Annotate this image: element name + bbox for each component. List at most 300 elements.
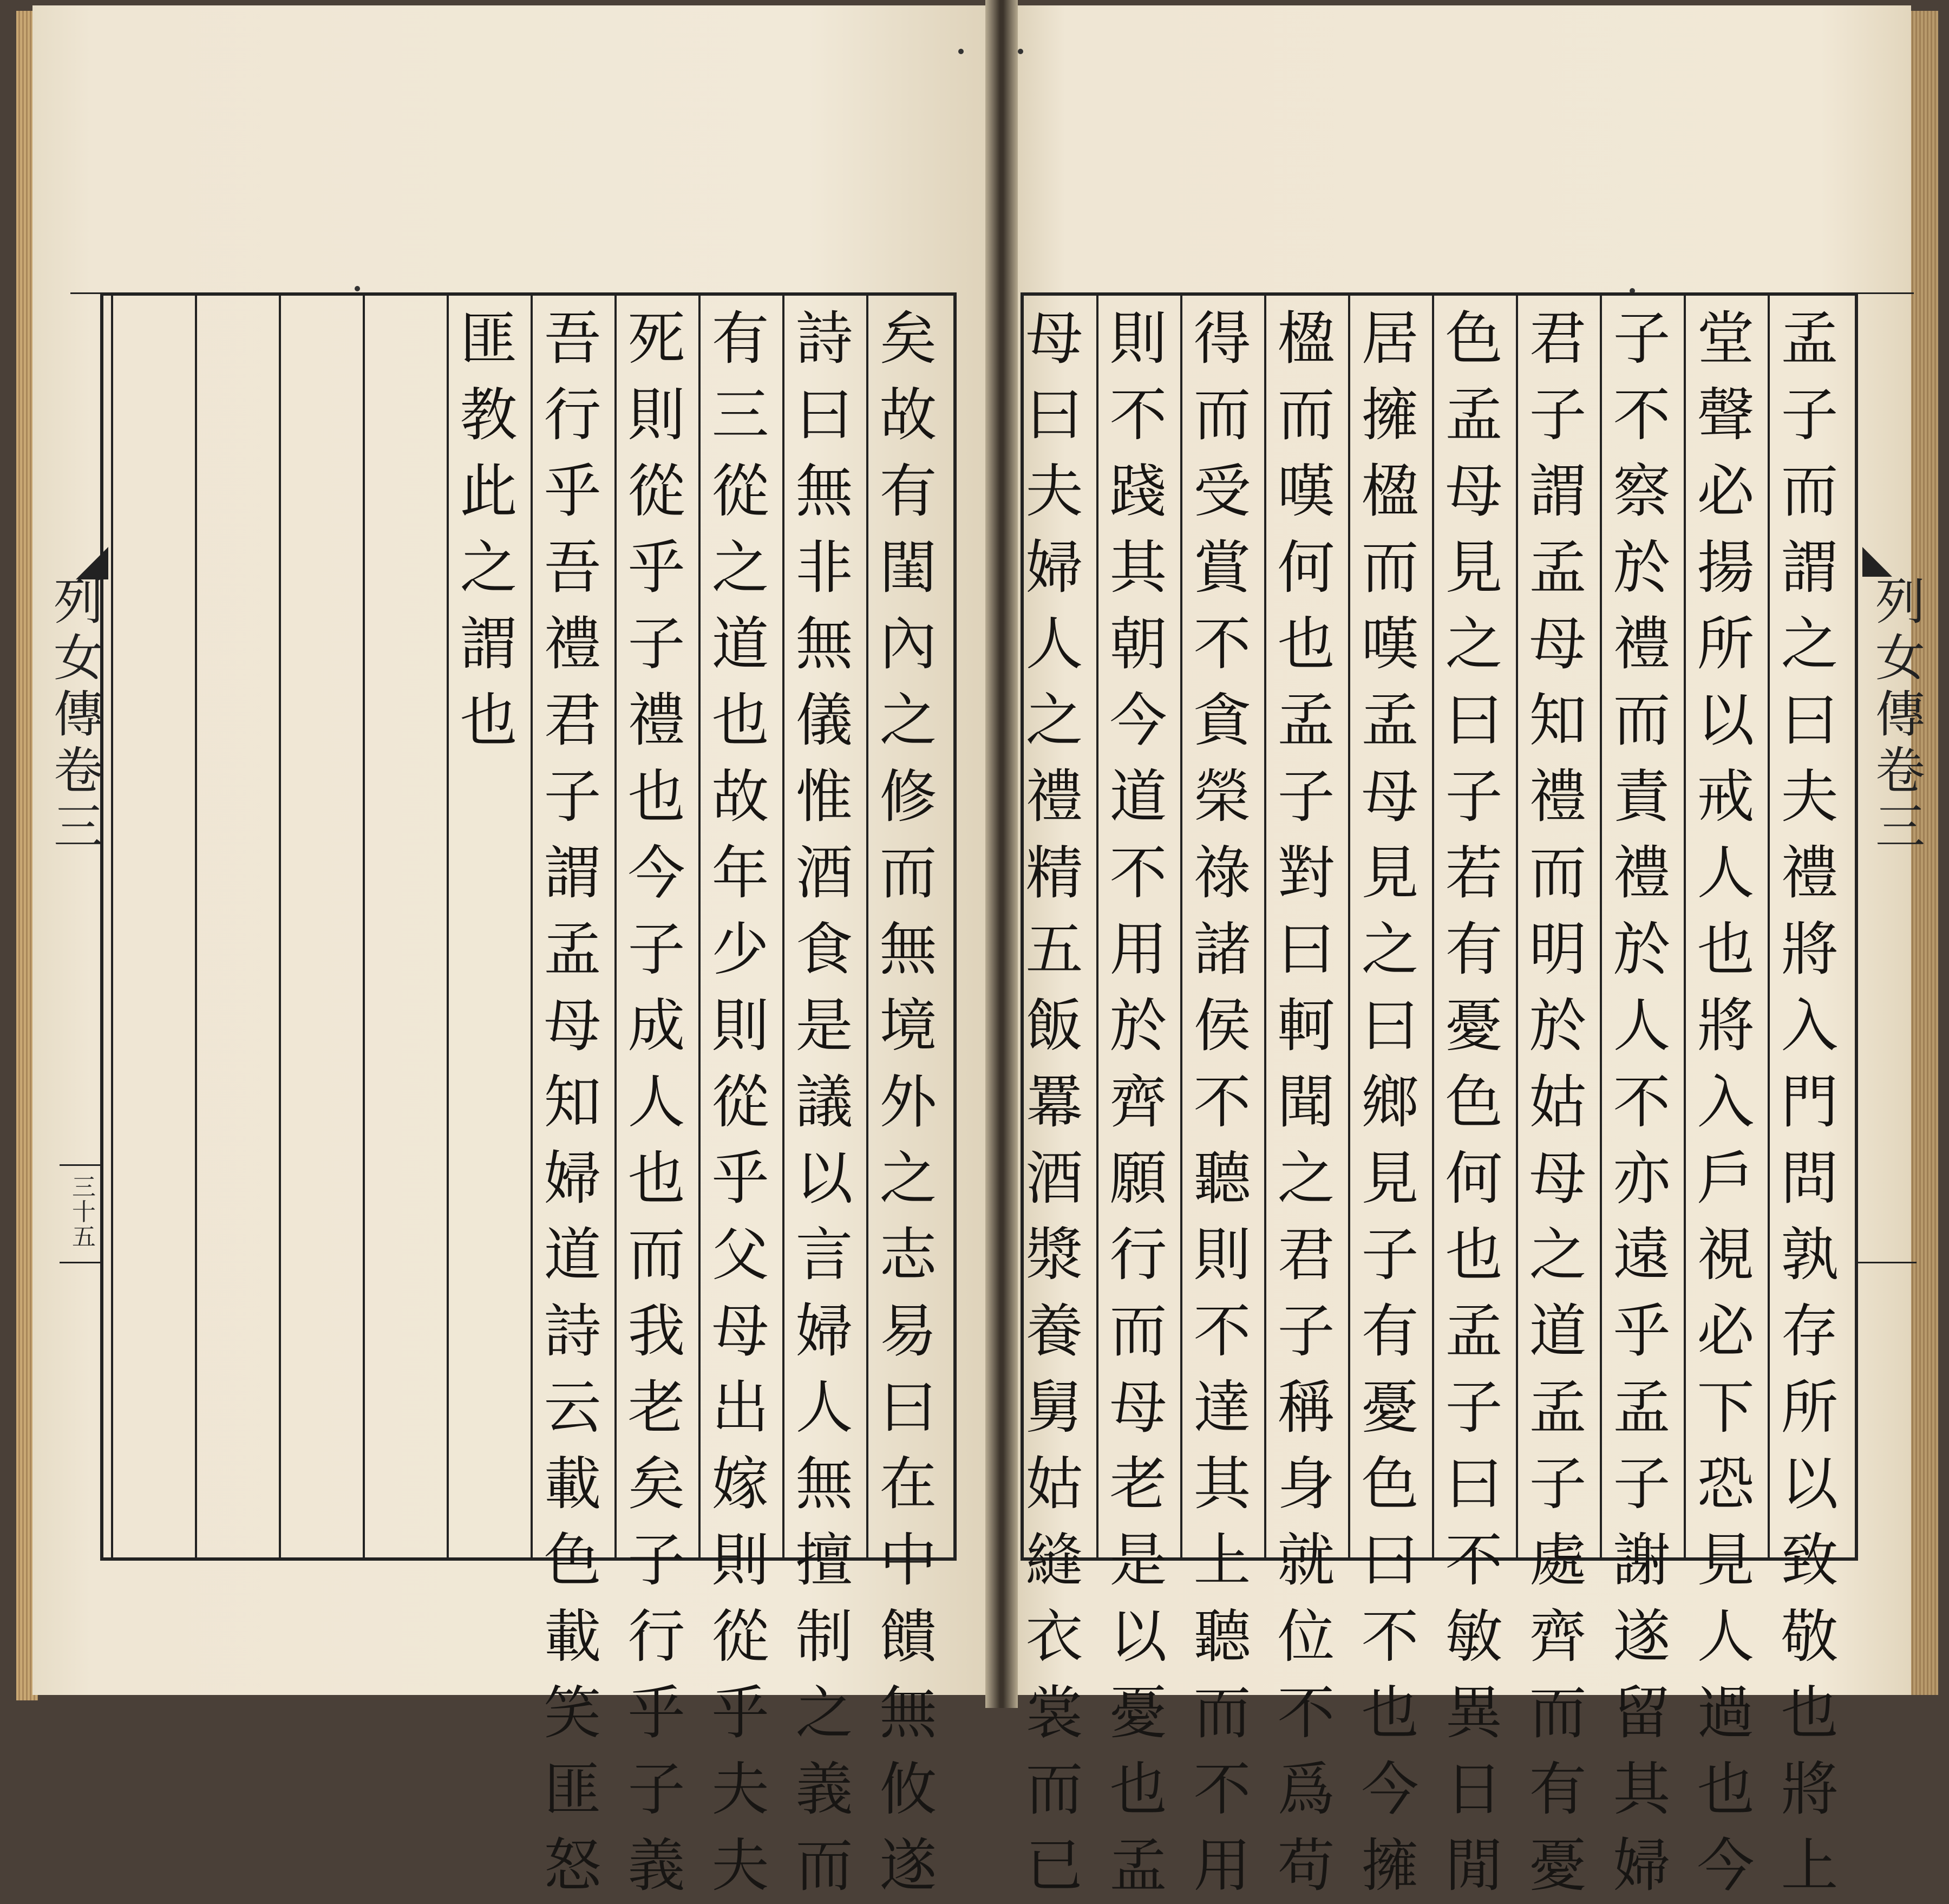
text-character: 孟 bbox=[1445, 382, 1503, 448]
text-character: 衣 bbox=[1025, 1603, 1083, 1670]
text-character: 禮 bbox=[1613, 611, 1671, 677]
text-character: 惟 bbox=[795, 764, 853, 830]
text-character: 而 bbox=[1613, 687, 1671, 754]
text-character: 乎 bbox=[544, 458, 601, 525]
margin-character: 三 bbox=[1875, 798, 1925, 856]
text-character: 身 bbox=[1277, 1451, 1335, 1517]
text-character: 不 bbox=[1193, 1298, 1251, 1365]
text-character: 也 bbox=[627, 764, 685, 830]
text-character: 而 bbox=[1193, 382, 1251, 448]
text-character: 不 bbox=[1445, 1527, 1503, 1594]
text-character: 姑 bbox=[1025, 1451, 1083, 1517]
text-character: 以 bbox=[795, 1145, 853, 1212]
text-character: 擁 bbox=[1361, 382, 1419, 448]
text-character: 不 bbox=[1193, 611, 1251, 677]
text-character: 人 bbox=[1697, 1603, 1755, 1670]
text-character: 曰 bbox=[1361, 1527, 1419, 1594]
text-character: 母 bbox=[1109, 1374, 1167, 1441]
text-character: 人 bbox=[1025, 611, 1083, 677]
left-top-rule bbox=[70, 292, 953, 294]
text-character: 榮 bbox=[1193, 764, 1251, 830]
text-character: 曰 bbox=[879, 1374, 937, 1441]
text-character: 君 bbox=[1277, 1222, 1335, 1288]
text-character: 舅 bbox=[1025, 1374, 1083, 1441]
text-character: 必 bbox=[1697, 458, 1755, 525]
text-character: 戶 bbox=[1697, 1145, 1755, 1212]
text-character: 子 bbox=[1361, 1222, 1419, 1288]
text-character: 以 bbox=[1109, 1603, 1167, 1670]
margin-character: 五 bbox=[72, 1223, 96, 1251]
text-character: 戒 bbox=[1697, 764, 1755, 830]
left-column-rule bbox=[111, 296, 113, 1557]
text-character: 之 bbox=[1445, 611, 1503, 677]
text-character: 故 bbox=[879, 382, 937, 448]
text-character: 不 bbox=[1193, 1069, 1251, 1136]
text-character: 乎 bbox=[1613, 1298, 1671, 1365]
text-character: 子 bbox=[627, 916, 685, 983]
text-character: 行 bbox=[627, 1603, 685, 1670]
text-character: 婦 bbox=[1613, 1833, 1671, 1899]
text-character: 所 bbox=[1697, 611, 1755, 677]
text-character: 孰 bbox=[1781, 1222, 1839, 1288]
text-character: 制 bbox=[795, 1603, 853, 1670]
text-character: 孟 bbox=[1109, 1833, 1167, 1899]
text-character: 死 bbox=[627, 305, 685, 372]
text-character: 詩 bbox=[544, 1298, 601, 1365]
text-character: 也 bbox=[1697, 1756, 1755, 1823]
text-character: 無 bbox=[879, 1680, 937, 1746]
text-character: 不 bbox=[1613, 1069, 1671, 1136]
text-character: 此 bbox=[460, 458, 518, 525]
text-character: 曰 bbox=[1025, 382, 1083, 448]
text-character: 飯 bbox=[1025, 993, 1083, 1059]
text-character: 於 bbox=[1613, 916, 1671, 983]
text-character: 養 bbox=[1025, 1298, 1083, 1365]
text-character: 也 bbox=[1109, 1756, 1167, 1823]
text-character: 子 bbox=[627, 1527, 685, 1594]
text-character: 而 bbox=[627, 1222, 685, 1288]
text-character: 禮 bbox=[1613, 840, 1671, 907]
text-character: 漿 bbox=[1025, 1222, 1083, 1288]
text-character: 孟 bbox=[1445, 1298, 1503, 1365]
text-character: 遂 bbox=[879, 1833, 937, 1899]
text-character: 母 bbox=[1529, 611, 1587, 677]
text-character: 則 bbox=[627, 382, 685, 448]
text-character: 曰 bbox=[1277, 916, 1335, 983]
text-character: 已 bbox=[1025, 1833, 1083, 1899]
text-character: 之 bbox=[460, 534, 518, 601]
margin-character: 女 bbox=[53, 629, 103, 687]
text-character: 以 bbox=[1781, 1451, 1839, 1517]
text-character: 有 bbox=[879, 458, 937, 525]
text-character: 曰 bbox=[1445, 1451, 1503, 1517]
text-character: 問 bbox=[1781, 1145, 1839, 1212]
text-character: 子 bbox=[1445, 764, 1503, 830]
text-character: 孟 bbox=[1277, 687, 1335, 754]
text-character: 以 bbox=[1697, 687, 1755, 754]
right-margin-title bbox=[1873, 574, 1927, 856]
text-character: 願 bbox=[1109, 1145, 1167, 1212]
text-character: 子 bbox=[1529, 382, 1587, 448]
text-character: 人 bbox=[795, 1374, 853, 1441]
text-character: 夫 bbox=[711, 1756, 769, 1823]
text-character: 苟 bbox=[1277, 1833, 1335, 1899]
text-character: 今 bbox=[1697, 1833, 1755, 1899]
text-character: 老 bbox=[1109, 1451, 1167, 1517]
text-character: 母 bbox=[1445, 458, 1503, 525]
text-character: 之 bbox=[711, 534, 769, 601]
text-character: 憂 bbox=[1361, 1374, 1419, 1441]
margin-character: 列 bbox=[53, 573, 103, 631]
text-character: 賞 bbox=[1193, 534, 1251, 601]
text-character: 成 bbox=[627, 993, 685, 1059]
text-character: 也 bbox=[627, 1145, 685, 1212]
left-margin-title bbox=[51, 574, 106, 856]
text-character: 從 bbox=[711, 1603, 769, 1670]
text-character: 笑 bbox=[544, 1680, 601, 1746]
text-character: 將 bbox=[1781, 1756, 1839, 1823]
text-character: 乎 bbox=[627, 1680, 685, 1746]
right-text-column bbox=[1180, 301, 1264, 1904]
text-character: 聽 bbox=[1193, 1145, 1251, 1212]
text-character: 不 bbox=[1193, 1756, 1251, 1823]
left-text-column bbox=[531, 301, 614, 1904]
text-character: 有 bbox=[711, 305, 769, 372]
text-character: 婦 bbox=[795, 1298, 853, 1365]
text-character: 祿 bbox=[1193, 840, 1251, 907]
text-character: 人 bbox=[1697, 840, 1755, 907]
text-character: 何 bbox=[1277, 534, 1335, 601]
text-character: 之 bbox=[1025, 687, 1083, 754]
text-character: 縫 bbox=[1025, 1527, 1083, 1594]
text-character: 其 bbox=[1193, 1451, 1251, 1517]
text-character: 孟 bbox=[544, 916, 601, 983]
text-character: 而 bbox=[879, 840, 937, 907]
text-character: 稱 bbox=[1277, 1374, 1335, 1441]
text-character: 子 bbox=[1613, 305, 1671, 372]
text-character: 恐 bbox=[1697, 1451, 1755, 1517]
left-text-column bbox=[614, 301, 698, 1904]
text-character: 境 bbox=[879, 993, 937, 1059]
text-character: 今 bbox=[627, 840, 685, 907]
text-character: 知 bbox=[544, 1069, 601, 1136]
text-character: 也 bbox=[1697, 916, 1755, 983]
text-character: 下 bbox=[1697, 1374, 1755, 1441]
text-character: 故 bbox=[711, 764, 769, 830]
text-character: 詩 bbox=[795, 305, 853, 372]
text-character: 處 bbox=[1529, 1527, 1587, 1594]
text-character: 朝 bbox=[1109, 611, 1167, 677]
text-character: 義 bbox=[627, 1833, 685, 1899]
text-character: 於 bbox=[1529, 993, 1587, 1059]
text-character: 齊 bbox=[1109, 1069, 1167, 1136]
text-character: 匪 bbox=[544, 1756, 601, 1823]
text-character: 之 bbox=[795, 1680, 853, 1746]
text-character: 母 bbox=[544, 993, 601, 1059]
text-character: 道 bbox=[1109, 764, 1167, 830]
right-margin-rule bbox=[1857, 1262, 1917, 1263]
text-character: 志 bbox=[879, 1222, 937, 1288]
text-character: 之 bbox=[1529, 1222, 1587, 1288]
text-character: 於 bbox=[1613, 534, 1671, 601]
ink-dot bbox=[355, 286, 360, 291]
text-character: 見 bbox=[1697, 1527, 1755, 1594]
text-character: 知 bbox=[1529, 687, 1587, 754]
text-character: 嘆 bbox=[1277, 458, 1335, 525]
text-character: 留 bbox=[1613, 1680, 1671, 1746]
text-character: 揚 bbox=[1697, 534, 1755, 601]
text-character: 婦 bbox=[1025, 534, 1083, 601]
text-character: 子 bbox=[1781, 382, 1839, 448]
text-character: 夫 bbox=[711, 1833, 769, 1899]
text-character: 中 bbox=[879, 1527, 937, 1594]
margin-character: 傳 bbox=[1875, 686, 1925, 744]
text-character: 鄉 bbox=[1361, 1069, 1419, 1136]
text-character: 色 bbox=[544, 1527, 601, 1594]
text-character: 軻 bbox=[1277, 993, 1335, 1059]
text-character: 憂 bbox=[1529, 1833, 1587, 1899]
text-character: 異 bbox=[1445, 1680, 1503, 1746]
text-character: 不 bbox=[1613, 382, 1671, 448]
text-character: 將 bbox=[1697, 993, 1755, 1059]
text-character: 上 bbox=[1781, 1833, 1839, 1899]
text-character: 諸 bbox=[1193, 916, 1251, 983]
text-character: 必 bbox=[1697, 1298, 1755, 1365]
left-text-column bbox=[698, 301, 782, 1904]
text-character: 堂 bbox=[1697, 305, 1755, 372]
text-character: 無 bbox=[795, 1451, 853, 1517]
right-text-column bbox=[1264, 301, 1348, 1904]
text-character: 閨 bbox=[879, 534, 937, 601]
text-character: 嫁 bbox=[711, 1451, 769, 1517]
text-character: 擁 bbox=[1361, 1833, 1419, 1899]
text-character: 禮 bbox=[544, 611, 601, 677]
text-character: 從 bbox=[627, 458, 685, 525]
right-text-column bbox=[1348, 301, 1432, 1904]
text-character: 受 bbox=[1193, 458, 1251, 525]
folio-number bbox=[65, 1175, 103, 1250]
left-text-column bbox=[447, 301, 531, 759]
text-character: 無 bbox=[879, 916, 937, 983]
text-character: 過 bbox=[1697, 1680, 1755, 1746]
text-character: 矣 bbox=[627, 1451, 685, 1517]
text-character: 色 bbox=[1361, 1451, 1419, 1517]
text-character: 遠 bbox=[1613, 1222, 1671, 1288]
text-character: 明 bbox=[1529, 916, 1587, 983]
text-character: 也 bbox=[1781, 1680, 1839, 1746]
text-character: 也 bbox=[1277, 611, 1335, 677]
text-character: 就 bbox=[1277, 1527, 1335, 1594]
text-character: 視 bbox=[1697, 1222, 1755, 1288]
text-character: 爲 bbox=[1277, 1756, 1335, 1823]
text-character: 酒 bbox=[1025, 1145, 1083, 1212]
text-character: 敬 bbox=[1781, 1603, 1839, 1670]
text-character: 也 bbox=[460, 687, 518, 754]
text-character: 酒 bbox=[795, 840, 853, 907]
text-character: 不 bbox=[1109, 840, 1167, 907]
text-character: 載 bbox=[544, 1603, 601, 1670]
text-character: 禮 bbox=[627, 687, 685, 754]
text-character: 人 bbox=[1613, 993, 1671, 1059]
text-character: 孟 bbox=[1361, 687, 1419, 754]
left-text-column bbox=[866, 301, 950, 1904]
text-character: 謝 bbox=[1613, 1527, 1671, 1594]
text-character: 之 bbox=[1277, 1145, 1335, 1212]
text-character: 修 bbox=[879, 764, 937, 830]
text-character: 今 bbox=[1109, 687, 1167, 754]
text-character: 謂 bbox=[1781, 534, 1839, 601]
text-character: 孟 bbox=[1613, 1374, 1671, 1441]
text-character: 楹 bbox=[1361, 458, 1419, 525]
text-character: 上 bbox=[1193, 1527, 1251, 1594]
text-character: 子 bbox=[627, 1756, 685, 1823]
text-character: 所 bbox=[1781, 1374, 1839, 1441]
text-character: 其 bbox=[1109, 534, 1167, 601]
text-character: 色 bbox=[1445, 305, 1503, 372]
margin-character: 十 bbox=[72, 1198, 96, 1226]
fishtail-mark-right bbox=[1862, 547, 1892, 577]
text-character: 曰 bbox=[1445, 687, 1503, 754]
text-character: 則 bbox=[1109, 305, 1167, 372]
text-character: 也 bbox=[711, 687, 769, 754]
text-character: 貪 bbox=[1193, 687, 1251, 754]
text-character: 入 bbox=[1697, 1069, 1755, 1136]
text-character: 謂 bbox=[1529, 458, 1587, 525]
text-character: 而 bbox=[1025, 1756, 1083, 1823]
text-character: 孟 bbox=[1529, 1374, 1587, 1441]
text-character: 則 bbox=[711, 1527, 769, 1594]
text-character: 將 bbox=[1781, 916, 1839, 983]
left-column-rule bbox=[279, 296, 281, 1557]
text-character: 聞 bbox=[1277, 1069, 1335, 1136]
text-character: 之 bbox=[1361, 916, 1419, 983]
text-character: 憂 bbox=[1109, 1680, 1167, 1746]
text-character: 食 bbox=[795, 916, 853, 983]
margin-character: 三 bbox=[72, 1173, 96, 1201]
text-character: 怒 bbox=[544, 1833, 601, 1899]
text-character: 子 bbox=[1613, 1451, 1671, 1517]
right-text-column bbox=[1684, 301, 1768, 1904]
text-character: 謂 bbox=[544, 840, 601, 907]
text-character: 聽 bbox=[1193, 1603, 1251, 1670]
left-column-rule bbox=[363, 296, 365, 1557]
margin-character: 傳 bbox=[53, 686, 103, 744]
text-character: 母 bbox=[1529, 1145, 1587, 1212]
text-character: 姑 bbox=[1529, 1069, 1587, 1136]
text-character: 其 bbox=[1613, 1756, 1671, 1823]
margin-character: 女 bbox=[1875, 629, 1925, 687]
text-character: 而 bbox=[1529, 840, 1587, 907]
text-character: 憂 bbox=[1445, 993, 1503, 1059]
right-top-rule bbox=[1021, 292, 1914, 294]
text-character: 老 bbox=[627, 1374, 685, 1441]
text-character: 君 bbox=[544, 687, 601, 754]
text-character: 出 bbox=[711, 1374, 769, 1441]
text-character: 子 bbox=[1529, 1451, 1587, 1517]
text-character: 匪 bbox=[460, 305, 518, 372]
text-character: 少 bbox=[711, 916, 769, 983]
text-character: 踐 bbox=[1109, 458, 1167, 525]
text-character: 入 bbox=[1781, 993, 1839, 1059]
text-character: 而 bbox=[1193, 1680, 1251, 1746]
text-character: 從 bbox=[711, 458, 769, 525]
text-character: 無 bbox=[795, 611, 853, 677]
text-character: 而 bbox=[1361, 534, 1419, 601]
text-character: 夫 bbox=[1025, 458, 1083, 525]
text-character: 道 bbox=[544, 1222, 601, 1288]
text-character: 見 bbox=[1361, 1145, 1419, 1212]
text-character: 擅 bbox=[795, 1527, 853, 1594]
text-character: 有 bbox=[1361, 1298, 1419, 1365]
text-character: 曰 bbox=[1361, 993, 1419, 1059]
text-character: 母 bbox=[1025, 305, 1083, 372]
ink-dot bbox=[1018, 49, 1023, 54]
text-character: 齊 bbox=[1529, 1603, 1587, 1670]
text-character: 父 bbox=[711, 1222, 769, 1288]
text-character: 道 bbox=[1529, 1298, 1587, 1365]
text-character: 是 bbox=[795, 993, 853, 1059]
right-text-column bbox=[1516, 301, 1600, 1904]
text-character: 則 bbox=[1193, 1222, 1251, 1288]
text-character: 精 bbox=[1025, 840, 1083, 907]
text-character: 子 bbox=[544, 764, 601, 830]
text-character: 得 bbox=[1193, 305, 1251, 372]
text-character: 乎 bbox=[711, 1680, 769, 1746]
text-character: 之 bbox=[1781, 611, 1839, 677]
text-character: 色 bbox=[1445, 1069, 1503, 1136]
right-text-column bbox=[1012, 301, 1096, 1904]
text-character: 年 bbox=[711, 840, 769, 907]
text-character: 敏 bbox=[1445, 1603, 1503, 1670]
text-character: 位 bbox=[1277, 1603, 1335, 1670]
text-character: 而 bbox=[1529, 1680, 1587, 1746]
text-character: 乎 bbox=[711, 1145, 769, 1212]
text-character: 則 bbox=[711, 993, 769, 1059]
right-text-column bbox=[1600, 301, 1684, 1904]
text-character: 達 bbox=[1193, 1374, 1251, 1441]
text-character: 聲 bbox=[1697, 382, 1755, 448]
text-character: 義 bbox=[795, 1756, 853, 1823]
margin-character: 卷 bbox=[53, 742, 103, 800]
text-character: 行 bbox=[544, 382, 601, 448]
text-character: 之 bbox=[879, 687, 937, 754]
text-character: 云 bbox=[544, 1374, 601, 1441]
text-character: 言 bbox=[795, 1222, 853, 1288]
text-character: 饋 bbox=[879, 1603, 937, 1670]
text-character: 禮 bbox=[1025, 764, 1083, 830]
text-character: 羃 bbox=[1025, 1069, 1083, 1136]
text-character: 察 bbox=[1613, 458, 1671, 525]
text-character: 曰 bbox=[1781, 687, 1839, 754]
text-character: 居 bbox=[1361, 305, 1419, 372]
text-character: 不 bbox=[1109, 382, 1167, 448]
text-character: 禮 bbox=[1529, 764, 1587, 830]
text-character: 君 bbox=[1529, 305, 1587, 372]
text-character: 母 bbox=[711, 1298, 769, 1365]
text-character: 行 bbox=[1109, 1222, 1167, 1288]
text-character: 也 bbox=[1361, 1680, 1419, 1746]
text-character: 用 bbox=[1193, 1833, 1251, 1899]
text-character: 母 bbox=[1361, 764, 1419, 830]
margin-character: 卷 bbox=[1875, 742, 1925, 800]
text-character: 而 bbox=[795, 1833, 853, 1899]
left-text-column bbox=[782, 301, 866, 1904]
text-character: 有 bbox=[1529, 1756, 1587, 1823]
text-character: 吾 bbox=[544, 534, 601, 601]
text-character: 見 bbox=[1361, 840, 1419, 907]
text-character: 子 bbox=[627, 611, 685, 677]
text-character: 楹 bbox=[1277, 305, 1335, 372]
